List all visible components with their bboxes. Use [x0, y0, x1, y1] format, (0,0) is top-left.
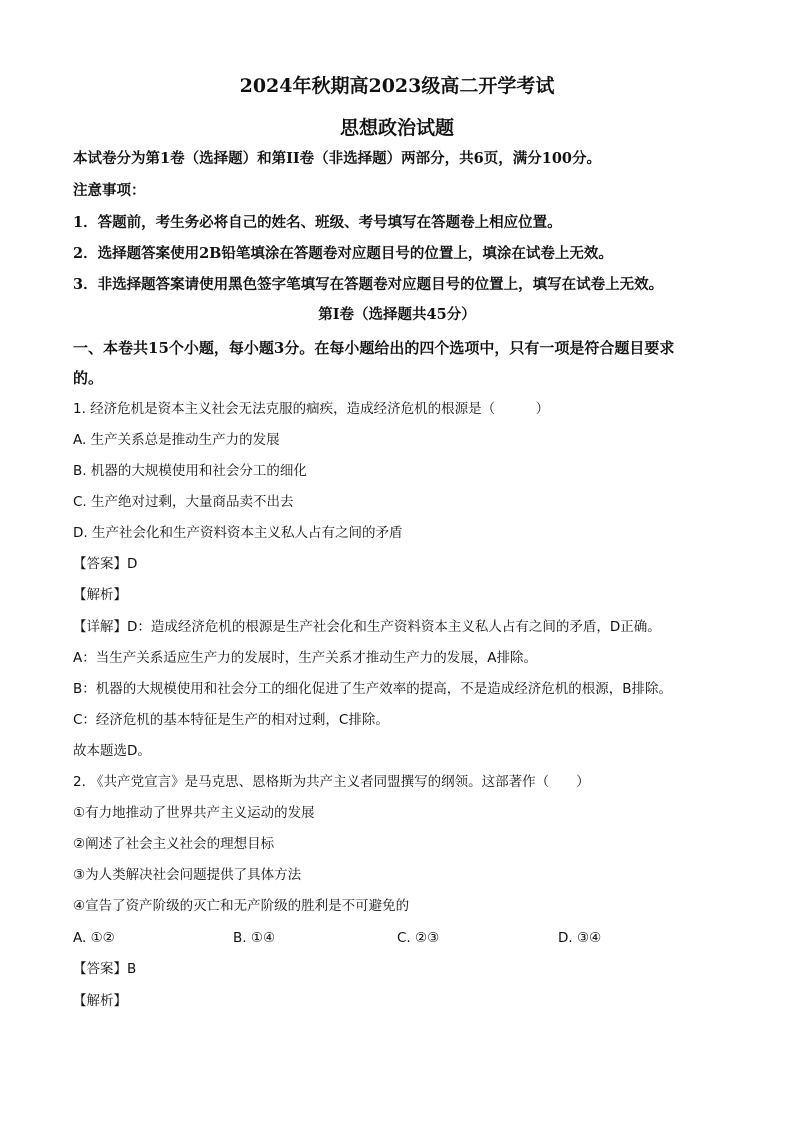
q2-statement-4: ④宣告了资产阶级的灭亡和无产阶级的胜利是不可避免的 [73, 898, 410, 914]
q1-stem: 1. 经济危机是资本主义社会无法克服的痼疾，造成经济危机的根源是（ ） [73, 401, 550, 417]
q2-option-c: C. ②③ [397, 930, 440, 946]
q1-conclusion: 故本题选D。 [73, 743, 151, 759]
answer-value: D [127, 556, 138, 572]
q1-analysis-tag: 【解析】 [73, 587, 127, 603]
q2-analysis-tag: 【解析】 [73, 993, 127, 1009]
answer-tag: 【答案】 [73, 556, 127, 572]
q1-answer [73, 555, 137, 573]
section-desc-line1: 一、本卷共15个小题，每小题3分。在每小题给出的四个选项中，只有一项是符合题目要求 [73, 339, 675, 357]
q1-option-d: D. 生产社会化和生产资料资本主义私人占有之间的矛盾 [73, 525, 403, 541]
q2-statement-2: ②阐述了社会主义社会的理想目标 [73, 836, 275, 852]
instructions-intro: 本试卷分为第1卷（选择题）和第II卷（非选择题）两部分，共6页，满分100分。 [73, 150, 602, 167]
q1-explanation-c: C：经济危机的基本特征是生产的相对过剩，C排除。 [73, 712, 389, 728]
q1-explanation-b: B：机器的大规模使用和社会分工的细化促进了生产效率的提高，不是造成经济危机的根源，B排除。 [73, 681, 673, 697]
section-desc-line2: 的。 [73, 369, 104, 387]
exam-subtitle: 思想政治试题 [339, 117, 454, 139]
q2-option-d: D. ③④ [558, 930, 602, 946]
q2-answer [73, 960, 136, 978]
q1-detail [73, 618, 661, 636]
answer-tag: 【答案】 [73, 961, 127, 977]
q1-option-b: B. 机器的大规模使用和社会分工的细化 [73, 463, 307, 479]
notice-item-3: 3．非选择题答案请使用黑色签字笔填写在答题卷对应题目号的位置上，填写在试卷上无效。 [73, 276, 664, 293]
q2-statement-1: ①有力地推动了世界共产主义运动的发展 [73, 805, 315, 821]
notice-item-2: 2．选择题答案使用2B铅笔填涂在答题卷对应题目号的位置上，填涂在试卷上无效。 [73, 245, 613, 262]
q2-option-a: A. ①② [73, 930, 115, 946]
q1-option-c: C. 生产绝对过剩，大量商品卖不出去 [73, 494, 294, 510]
detail-tag: 【详解】 [73, 619, 127, 635]
section-title: 第I卷（选择题共45分） [318, 306, 476, 323]
notice-item-1: 1．答题前，考生务必将自己的姓名、班级、考号填写在答题卷上相应位置。 [73, 214, 562, 231]
q2-option-b: B. ①④ [233, 930, 276, 946]
notice-label: 注意事项： [73, 182, 146, 199]
exam-title: 2024年秋期高2023级高二开学考试 [239, 75, 555, 97]
answer-value: B [127, 961, 137, 977]
q1-explanation-a: A：当生产关系适应生产力的发展时，生产关系才推动生产力的发展，A排除。 [73, 650, 537, 666]
q1-option-a: A. 生产关系总是推动生产力的发展 [73, 432, 280, 448]
detail-text: D：造成经济危机的根源是生产社会化和生产资料资本主义私人占有之间的矛盾，D正确。 [127, 619, 661, 635]
q2-statement-3: ③为人类解决社会问题提供了具体方法 [73, 867, 302, 883]
q2-stem: 2. 《共产党宣言》是马克思、恩格斯为共产主义者同盟撰写的纲领。这部著作（ ） [73, 774, 590, 790]
